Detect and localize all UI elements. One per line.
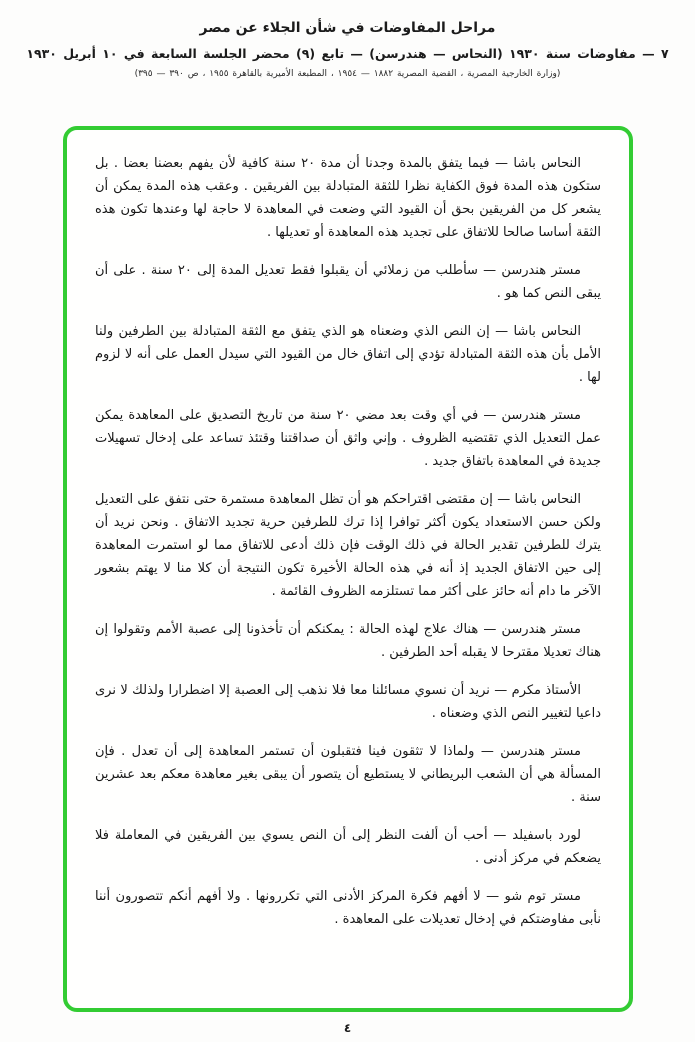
dialogue-paragraph-tom-shaw: مستر توم شو — لا أفهم فكرة المركز الأدنى التي تكررونها . ولا أفهم أنكم تتصورون أننا نأبى مفاوضتكم في إدخال تعديلات على المعاهدة .: [95, 889, 601, 927]
dialogue-paragraph-makram: الأستاذ مكرم — نريد أن نسوي مسائلنا معا فلا نذهب إلى العصبة إلا اضطرارا ولذلك لا نرى داعيا لتغيير النص الذي وضعناه .: [95, 683, 601, 721]
source-citation: (وزارة الخارجية المصرية ، القضية المصرية ١٨٨٢ — ١٩٥٤ ، المطبعة الأميرية بالقاهرة ١٩٥٥ ، ص ٣٩٠ — ٣٩٥): [134, 69, 561, 79]
dialogue-paragraph-henderson-2: مستر هندرسن — في أي وقت بعد مضي ٢٠ سنة من تاريخ التصديق على المعاهدة يمكن عمل التعديل الذي تقتضيه الظروف . وإني واثق أن صداقتنا وقتئذ تساعد على إدخال تسهيلات جديدة في المعاهدة باتفاق جديد .: [95, 408, 601, 469]
dialogue-paragraph-henderson-4: مستر هندرسن — ولماذا لا تثقون فينا فتقبلون أن تستمر المعاهدة إلى أن تعدل . فإن المسألة هي أن الشعب البريطاني لا يستطيع أن يتصور أن يبقى بغير معاهدة معكم بعد عشرين سنة .: [95, 744, 601, 805]
dialogue-paragraph-passfield: لورد باسفيلد — أحب أن ألفت النظر إلى أن النص يسوي بين الفريقين في المعاملة فلا يضعكم في مركز أدنى .: [95, 828, 601, 866]
dialogue-paragraph-nahhas-1: النحاس باشا — فيما يتفق بالمدة وجدنا أن مدة ٢٠ سنة كافية لأن يفهم بعضنا بعضا . بل ستكون هذه المدة فوق الكفاية نظرا للثقة المتبادلة بين الفريقين . وعقب هذه المدة يمكن أن يشعر كل من الفريقين بحق أن القيود التي وضعت في المعاهدة لا حاجة لها وعندها تكون هذه الثقة أساسا صالحا للاتفاق على تجديد هذه المعاهدة أو تعديلها .: [95, 156, 601, 240]
document-title: مراحل المفاوضات في شأن الجلاء عن مصر: [199, 20, 496, 36]
page-number: ٤: [343, 1021, 352, 1035]
highlight-box: [63, 126, 633, 1012]
dialogue-paragraph-nahhas-2: النحاس باشا — إن النص الذي وضعناه هو الذي يتفق مع الثقة المتبادلة بين الطرفين ولنا الأمل بأن هذه الثقة المتبادلة تؤدي إلى اتفاق خال من القيود التي سيدل العمل على أنه لا لزوم لها .: [95, 324, 601, 385]
page-footer: [0, 1017, 695, 1036]
dialogue-paragraph-henderson-3: مستر هندرسن — هناك علاج لهذه الحالة : يمكنكم أن تأخذونا إلى عصبة الأمم وتقولوا إن هناك تعديلا مقترحا لا يقبله أحد الطرفين .: [95, 622, 601, 660]
document-subtitle: ٧ — مفاوضات سنة ١٩٣٠ (النحاس — هندرسن) — تابع (٩) محضر الجلسة السابعة في ١٠ أبريل ١٩٣٠: [26, 46, 669, 61]
dialogue-paragraph-nahhas-3: النحاس باشا — إن مقتضى اقتراحكم هو أن تظل المعاهدة مستمرة حتى نتفق على التعديل ولكن حسن الاستعداد يكون أكثر توافرا إذا ترك للطرفين حرية تجديد الاتفاق . ونحن نريد أن يترك للطرفين تقدير الحالة في ذلك الوقت فإن ذلك أدعى للاتفاق مما لو استمرت المعاهدة إلى حين الاتفاق الجديد إذ أنه في هذه الحالة الأخيرة تكون النتيجة أن كلا منا لا يهتم بشعور الآخر ما دام أنه حائز على أكثر مما تستلزمه الظروف القائمة .: [95, 492, 601, 599]
page-header: [0, 0, 695, 79]
dialogue-paragraph-henderson-1: مستر هندرسن — سأطلب من زملائي أن يقبلوا فقط تعديل المدة إلى ٢٠ سنة . على أن يبقى النص كما هو .: [95, 263, 601, 301]
